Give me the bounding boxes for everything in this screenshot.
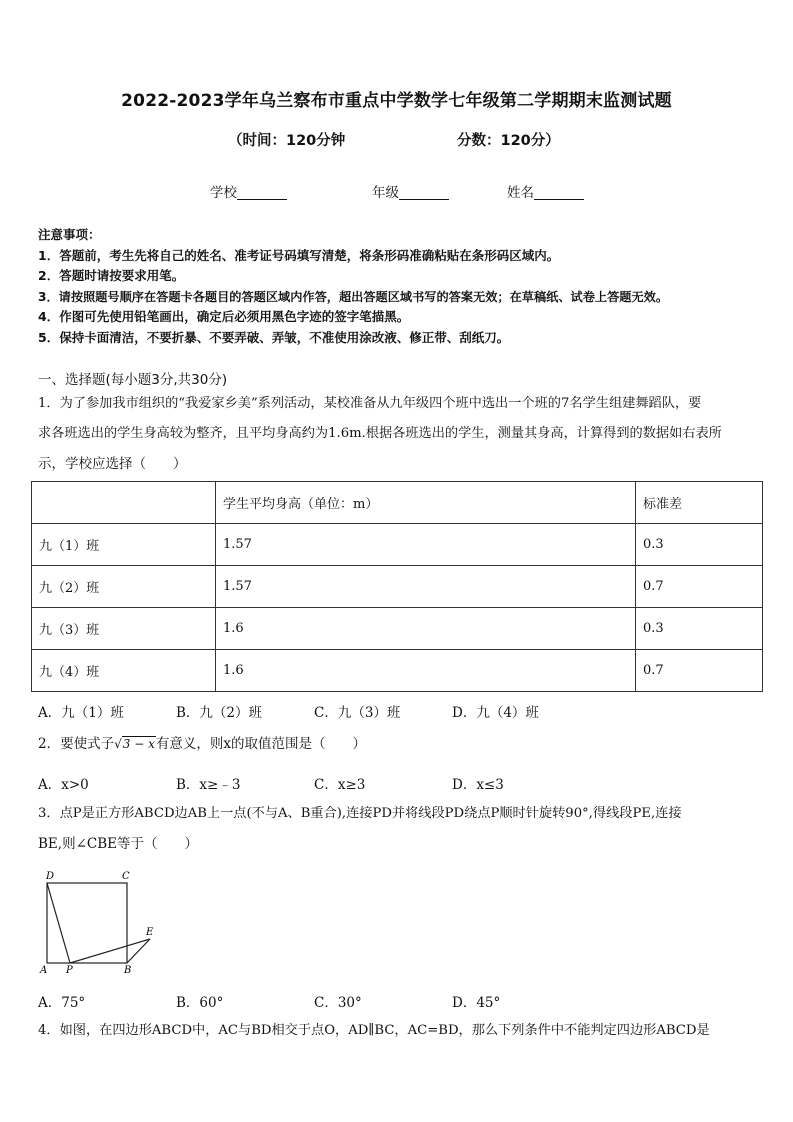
question-3-line: 3．点P是正方形ABCD边AB上一点(不与A、B重合),连接PD并将线段PD绕点P顺时针旋转90°,得线段PE,连接 xyxy=(38,806,682,821)
label-a: A xyxy=(40,965,48,976)
notes-block xyxy=(38,225,668,349)
table-row xyxy=(32,650,763,692)
school-label: 学校 xyxy=(210,185,237,201)
table-cell: 九（1）班 xyxy=(32,524,216,566)
grade-blank xyxy=(399,185,449,200)
q3-option-d: D．45° xyxy=(452,995,501,1011)
label-b: B xyxy=(124,965,132,976)
question-4 xyxy=(38,1016,710,1046)
note-item: 3．请按照题号顺序在答题卡各题目的答题区域内作答，超出答题区域书写的答案无效；在草稿纸、试卷上答题无效。 xyxy=(38,289,669,304)
q2-option-c: C．x≥3 xyxy=(314,777,366,793)
table-cell: 1.6 xyxy=(216,608,636,650)
grade-label: 年级 xyxy=(372,185,399,201)
table-header-row xyxy=(32,482,763,524)
page-title: 2022-2023学年乌兰察布市重点中学数学七年级第二学期期末监测试题 xyxy=(121,91,672,111)
note-item: 5．保持卡面清洁，不要折暴、不要弄破、弄皱，不准使用涂改液、修正带、刮纸刀。 xyxy=(38,329,510,345)
section-heading: 一、选择题(每小题3分,共30分) xyxy=(38,372,228,388)
question-1-line: 求各班选出的学生身高较为整齐，且平均身高约为1.6m.根据各班选出的学生，测量其身高，计算得到的数据如右表所 xyxy=(38,426,722,441)
table-header-cell: 标准差 xyxy=(636,482,763,524)
table-row xyxy=(32,566,763,608)
question-1-line: 示，学校应选择（ ） xyxy=(38,456,187,472)
label-e: E xyxy=(146,927,154,938)
table-header-cell: 学生平均身高（单位：m） xyxy=(216,482,636,524)
table-cell: 0.7 xyxy=(636,566,763,608)
q1-option-a: A．九（1）班 xyxy=(38,705,124,721)
table-row xyxy=(32,608,763,650)
table-cell: 九（4）班 xyxy=(32,650,216,692)
table-cell: 0.7 xyxy=(636,650,763,692)
question-1-table xyxy=(31,481,763,692)
question-2-post: 有意义，则x的取值范围是（ ） xyxy=(155,736,366,752)
question-2 xyxy=(38,729,366,759)
question-4-line: 4．如图，在四边形ABCD中，AC与BD相交于点O，AD∥BC，AC=BD，那么下列条件中不能判定四边形ABCD是 xyxy=(38,1023,710,1038)
q3-option-a: A．75° xyxy=(38,995,86,1011)
label-p: P xyxy=(66,965,73,976)
table-cell: 0.3 xyxy=(636,608,763,650)
q3-option-c: C．30° xyxy=(314,995,362,1011)
q1-option-b: B．九（2）班 xyxy=(176,705,263,721)
name-field xyxy=(507,181,584,201)
square-figure xyxy=(36,866,160,978)
q1-option-d: D．九（4）班 xyxy=(452,705,539,721)
table-header-cell xyxy=(32,482,216,524)
grade-field xyxy=(372,181,449,201)
question-3-line: BE,则∠CBE等于（ ） xyxy=(38,836,198,852)
school-field xyxy=(210,181,287,201)
table-cell: 1.57 xyxy=(216,524,636,566)
question-1-line: 1．为了参加我市组织的“我爱家乡美”系列活动，某校准备从九年级四个班中选出一个班的7名学生组建舞蹈队，要 xyxy=(38,396,702,411)
table-row xyxy=(32,524,763,566)
q2-option-d: D．x≤3 xyxy=(452,777,504,793)
table-cell: 0.3 xyxy=(636,524,763,566)
table-cell: 1.6 xyxy=(216,650,636,692)
note-item: 4．作图可先使用铅笔画出，确定后必须用黑色字迹的签字笔描黑。 xyxy=(38,309,410,325)
question-1 xyxy=(38,389,722,479)
name-blank xyxy=(534,185,584,200)
name-label: 姓名 xyxy=(507,185,534,201)
question-2-pre: 2．要使式子 xyxy=(38,736,115,752)
exam-score: 分数：120分） xyxy=(457,133,560,149)
table-cell: 九（2）班 xyxy=(32,566,216,608)
table-cell: 1.57 xyxy=(216,566,636,608)
sqrt-expression: √3 − x xyxy=(114,737,155,751)
note-item: 1．答题前，考生先将自己的姓名、准考证号码填写清楚，将条形码准确粘贴在条形码区域内。 xyxy=(38,247,560,263)
notes-heading: 注意事项： xyxy=(38,227,101,242)
q1-option-c: C．九（3）班 xyxy=(314,705,401,721)
q2-option-a: A．x>0 xyxy=(38,777,89,793)
q3-option-b: B．60° xyxy=(176,995,224,1011)
school-blank xyxy=(237,185,287,200)
table-cell: 九（3）班 xyxy=(32,608,216,650)
sqrt-radicand: 3 − x xyxy=(122,737,155,751)
q2-option-b: B．x≥﹣3 xyxy=(176,777,241,793)
label-d: D xyxy=(46,871,55,882)
question-3 xyxy=(38,799,682,859)
exam-time: （时间：120分钟 xyxy=(228,133,346,149)
segment-pd xyxy=(47,883,70,963)
label-c: C xyxy=(122,871,130,882)
note-item: 2．答题时请按要求用笔。 xyxy=(38,268,185,284)
